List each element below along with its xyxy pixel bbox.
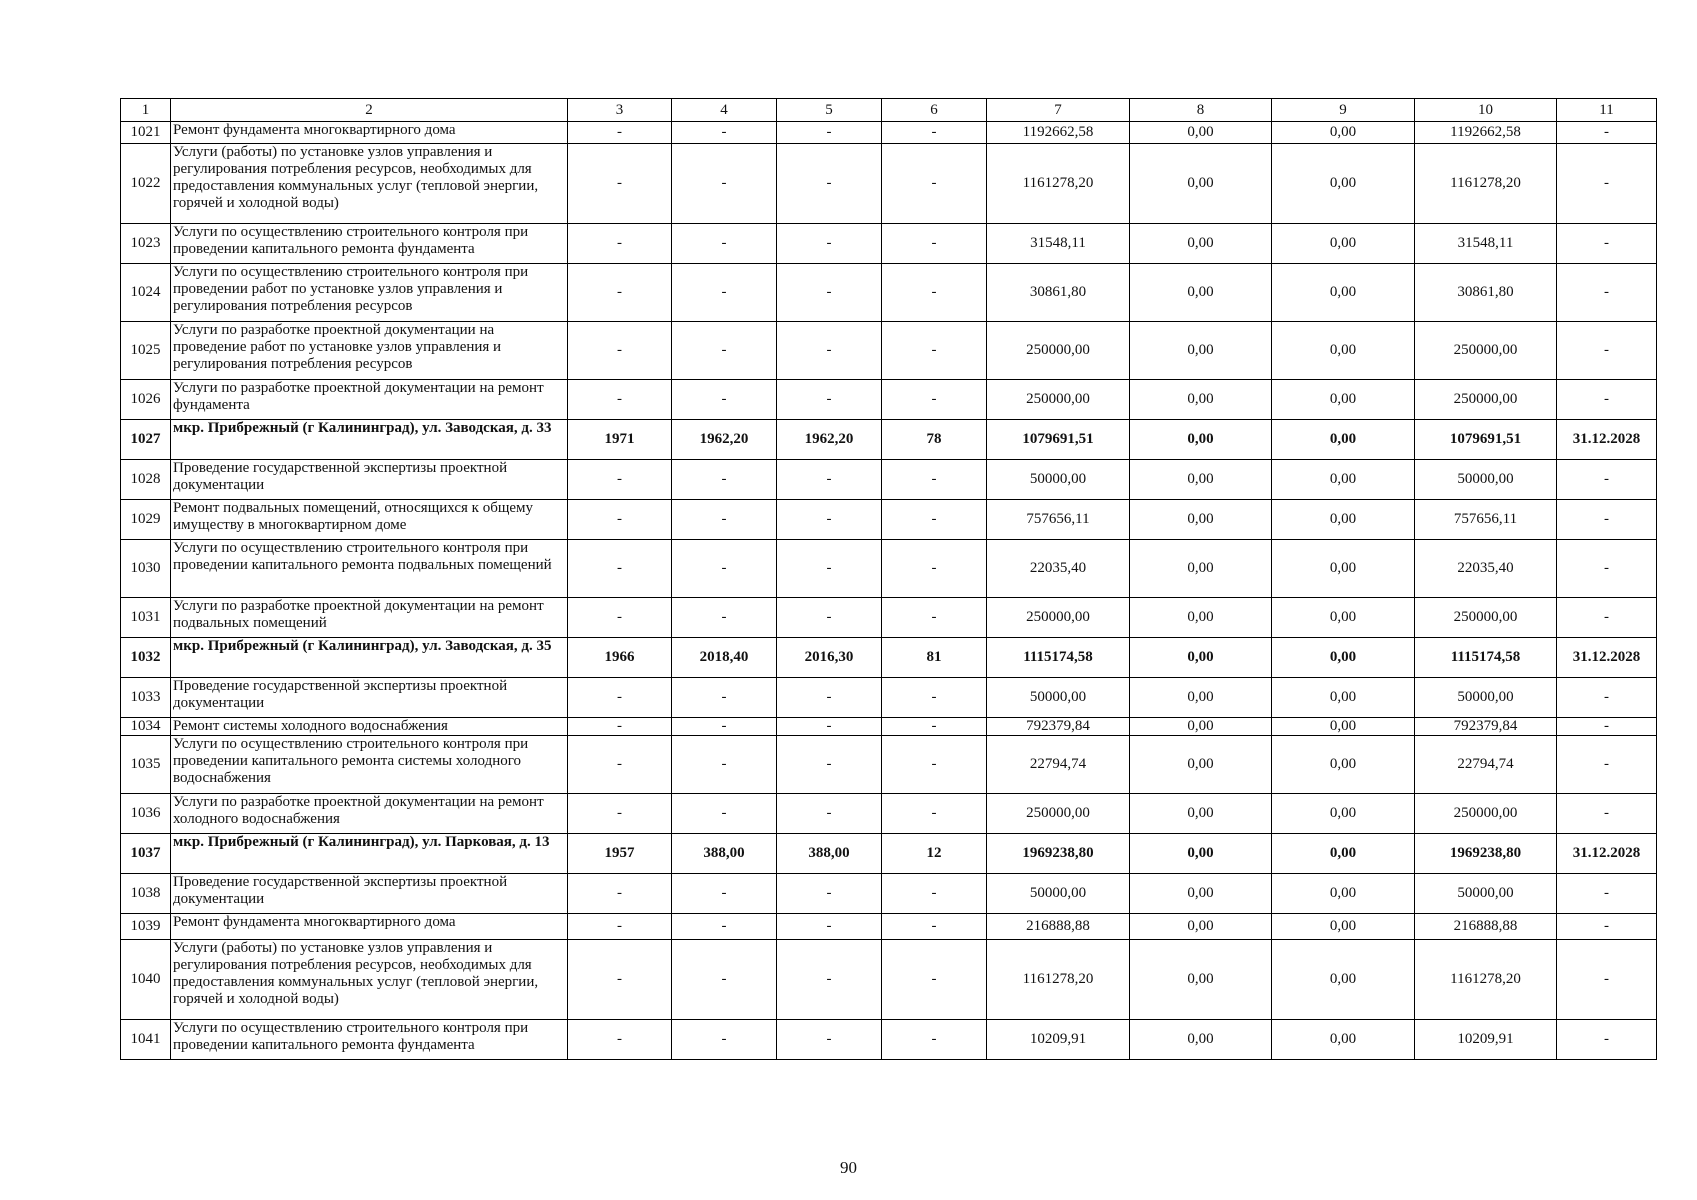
col-8: 0,00 xyxy=(1130,144,1272,224)
col-5: - xyxy=(777,144,882,224)
col-7: 1192662,58 xyxy=(987,122,1130,144)
col-11: - xyxy=(1557,940,1657,1020)
col-6: - xyxy=(882,380,987,420)
col-11: - xyxy=(1557,322,1657,380)
col-5: 388,00 xyxy=(777,834,882,874)
col-5: - xyxy=(777,122,882,144)
col-7: 250000,00 xyxy=(987,380,1130,420)
col-3: - xyxy=(568,794,672,834)
col-10: 31548,11 xyxy=(1415,224,1557,264)
table-row xyxy=(121,874,1657,914)
col-10: 10209,91 xyxy=(1415,1020,1557,1060)
col-4: - xyxy=(672,598,777,638)
col-4: - xyxy=(672,678,777,718)
row-number: 1034 xyxy=(121,718,171,736)
col-10: 50000,00 xyxy=(1415,874,1557,914)
col-9: 0,00 xyxy=(1272,794,1415,834)
col-10: 22794,74 xyxy=(1415,736,1557,794)
column-header: 1 xyxy=(121,99,171,122)
col-3: - xyxy=(568,914,672,940)
col-9: 0,00 xyxy=(1272,224,1415,264)
col-11: - xyxy=(1557,500,1657,540)
col-9: 0,00 xyxy=(1272,322,1415,380)
col-9: 0,00 xyxy=(1272,500,1415,540)
row-number: 1028 xyxy=(121,460,171,500)
page-number: 90 xyxy=(840,1158,857,1177)
col-8: 0,00 xyxy=(1130,834,1272,874)
col-3: - xyxy=(568,144,672,224)
col-4: - xyxy=(672,914,777,940)
col-10: 1161278,20 xyxy=(1415,144,1557,224)
row-number: 1032 xyxy=(121,638,171,678)
work-description: мкр. Прибрежный (г Калининград), ул. Парковая, д. 13 xyxy=(171,834,568,874)
col-4: - xyxy=(672,122,777,144)
col-9: 0,00 xyxy=(1272,718,1415,736)
row-number: 1037 xyxy=(121,834,171,874)
col-5: - xyxy=(777,678,882,718)
col-4: - xyxy=(672,874,777,914)
col-5: - xyxy=(777,940,882,1020)
col-11: - xyxy=(1557,794,1657,834)
table-row xyxy=(121,598,1657,638)
col-7: 250000,00 xyxy=(987,598,1130,638)
col-11: - xyxy=(1557,144,1657,224)
col-8: 0,00 xyxy=(1130,940,1272,1020)
col-5: - xyxy=(777,736,882,794)
col-11: 31.12.2028 xyxy=(1557,638,1657,678)
col-3: - xyxy=(568,460,672,500)
col-7: 1969238,80 xyxy=(987,834,1130,874)
col-10: 250000,00 xyxy=(1415,794,1557,834)
col-9: 0,00 xyxy=(1272,598,1415,638)
col-11: - xyxy=(1557,598,1657,638)
col-6: - xyxy=(882,736,987,794)
col-6: - xyxy=(882,500,987,540)
col-11: - xyxy=(1557,540,1657,598)
col-3: - xyxy=(568,322,672,380)
col-5: - xyxy=(777,718,882,736)
col-5: - xyxy=(777,794,882,834)
col-8: 0,00 xyxy=(1130,264,1272,322)
table-row xyxy=(121,380,1657,420)
row-number: 1030 xyxy=(121,540,171,598)
col-10: 1969238,80 xyxy=(1415,834,1557,874)
col-8: 0,00 xyxy=(1130,678,1272,718)
table-row xyxy=(121,224,1657,264)
col-7: 250000,00 xyxy=(987,322,1130,380)
row-number: 1038 xyxy=(121,874,171,914)
col-10: 50000,00 xyxy=(1415,460,1557,500)
col-10: 250000,00 xyxy=(1415,380,1557,420)
row-number: 1025 xyxy=(121,322,171,380)
column-header: 11 xyxy=(1557,99,1657,122)
col-4: - xyxy=(672,540,777,598)
table-row xyxy=(121,460,1657,500)
col-4: - xyxy=(672,380,777,420)
col-3: - xyxy=(568,122,672,144)
table-row xyxy=(121,794,1657,834)
col-8: 0,00 xyxy=(1130,718,1272,736)
col-3: - xyxy=(568,500,672,540)
col-6: - xyxy=(882,794,987,834)
table-row xyxy=(121,914,1657,940)
col-11: - xyxy=(1557,224,1657,264)
col-11: - xyxy=(1557,874,1657,914)
work-description: Ремонт системы холодного водоснабжения xyxy=(171,718,568,736)
col-6: - xyxy=(882,914,987,940)
table-row xyxy=(121,540,1657,598)
col-11: - xyxy=(1557,736,1657,794)
col-7: 1115174,58 xyxy=(987,638,1130,678)
col-8: 0,00 xyxy=(1130,322,1272,380)
col-9: 0,00 xyxy=(1272,122,1415,144)
table-row xyxy=(121,322,1657,380)
col-5: - xyxy=(777,874,882,914)
work-description: Ремонт фундамента многоквартирного дома xyxy=(171,122,568,144)
row-number: 1026 xyxy=(121,380,171,420)
table-row xyxy=(121,144,1657,224)
table-row xyxy=(121,638,1657,678)
work-description: Услуги (работы) по установке узлов управления и регулирования потребления ресурсов, необходимых для предоставления коммунальных услуг (тепловой энергии, горячей и холодной воды) xyxy=(171,940,568,1020)
col-6: - xyxy=(882,598,987,638)
col-5: - xyxy=(777,1020,882,1060)
row-number: 1023 xyxy=(121,224,171,264)
work-description: Услуги по осуществлению строительного контроля при проведении капитального ремонта подвальных помещений xyxy=(171,540,568,598)
col-9: 0,00 xyxy=(1272,834,1415,874)
col-3: - xyxy=(568,940,672,1020)
col-3: - xyxy=(568,540,672,598)
row-number: 1031 xyxy=(121,598,171,638)
col-9: 0,00 xyxy=(1272,420,1415,460)
col-5: 2016,30 xyxy=(777,638,882,678)
col-3: - xyxy=(568,678,672,718)
col-6: - xyxy=(882,940,987,1020)
col-7: 31548,11 xyxy=(987,224,1130,264)
col-5: - xyxy=(777,598,882,638)
row-number: 1027 xyxy=(121,420,171,460)
col-4: - xyxy=(672,224,777,264)
column-header: 9 xyxy=(1272,99,1415,122)
col-7: 1079691,51 xyxy=(987,420,1130,460)
column-header: 5 xyxy=(777,99,882,122)
col-7: 22035,40 xyxy=(987,540,1130,598)
col-6: - xyxy=(882,322,987,380)
col-5: - xyxy=(777,460,882,500)
col-4: - xyxy=(672,460,777,500)
col-11: - xyxy=(1557,264,1657,322)
col-9: 0,00 xyxy=(1272,1020,1415,1060)
row-number: 1035 xyxy=(121,736,171,794)
table-row xyxy=(121,1020,1657,1060)
work-description: Услуги по разработке проектной документации на ремонт подвальных помещений xyxy=(171,598,568,638)
col-9: 0,00 xyxy=(1272,914,1415,940)
row-number: 1024 xyxy=(121,264,171,322)
col-4: - xyxy=(672,264,777,322)
col-7: 30861,80 xyxy=(987,264,1130,322)
col-3: - xyxy=(568,1020,672,1060)
col-5: - xyxy=(777,322,882,380)
col-6: - xyxy=(882,678,987,718)
col-6: 78 xyxy=(882,420,987,460)
col-4: - xyxy=(672,1020,777,1060)
table-row xyxy=(121,718,1657,736)
col-8: 0,00 xyxy=(1130,874,1272,914)
col-5: 1962,20 xyxy=(777,420,882,460)
col-10: 757656,11 xyxy=(1415,500,1557,540)
col-4: - xyxy=(672,322,777,380)
col-4: - xyxy=(672,940,777,1020)
col-7: 792379,84 xyxy=(987,718,1130,736)
col-10: 216888,88 xyxy=(1415,914,1557,940)
col-3: - xyxy=(568,264,672,322)
table-header-row xyxy=(121,99,1657,122)
col-3: 1971 xyxy=(568,420,672,460)
col-8: 0,00 xyxy=(1130,598,1272,638)
col-8: 0,00 xyxy=(1130,1020,1272,1060)
col-8: 0,00 xyxy=(1130,224,1272,264)
col-7: 22794,74 xyxy=(987,736,1130,794)
column-header: 10 xyxy=(1415,99,1557,122)
col-11: - xyxy=(1557,1020,1657,1060)
work-description: Услуги по осуществлению строительного контроля при проведении капитального ремонта системы холодного водоснабжения xyxy=(171,736,568,794)
col-11: 31.12.2028 xyxy=(1557,420,1657,460)
work-description: Услуги по осуществлению строительного контроля при проведении капитального ремонта фундамента xyxy=(171,1020,568,1060)
col-5: - xyxy=(777,914,882,940)
column-header: 3 xyxy=(568,99,672,122)
table-row xyxy=(121,264,1657,322)
table-row xyxy=(121,500,1657,540)
col-5: - xyxy=(777,540,882,598)
col-8: 0,00 xyxy=(1130,914,1272,940)
work-description: Проведение государственной экспертизы проектной документации xyxy=(171,678,568,718)
table-row xyxy=(121,940,1657,1020)
col-7: 10209,91 xyxy=(987,1020,1130,1060)
work-description: Ремонт фундамента многоквартирного дома xyxy=(171,914,568,940)
col-6: - xyxy=(882,224,987,264)
row-number: 1036 xyxy=(121,794,171,834)
col-9: 0,00 xyxy=(1272,144,1415,224)
col-9: 0,00 xyxy=(1272,460,1415,500)
row-number: 1039 xyxy=(121,914,171,940)
col-5: - xyxy=(777,380,882,420)
col-10: 250000,00 xyxy=(1415,322,1557,380)
row-number: 1021 xyxy=(121,122,171,144)
col-6: - xyxy=(882,1020,987,1060)
col-7: 757656,11 xyxy=(987,500,1130,540)
column-header: 4 xyxy=(672,99,777,122)
col-4: - xyxy=(672,500,777,540)
col-10: 1192662,58 xyxy=(1415,122,1557,144)
work-description: Проведение государственной экспертизы проектной документации xyxy=(171,874,568,914)
table-row xyxy=(121,420,1657,460)
col-8: 0,00 xyxy=(1130,794,1272,834)
col-7: 50000,00 xyxy=(987,460,1130,500)
col-11: 31.12.2028 xyxy=(1557,834,1657,874)
col-4: - xyxy=(672,144,777,224)
col-11: - xyxy=(1557,718,1657,736)
row-number: 1040 xyxy=(121,940,171,1020)
col-10: 792379,84 xyxy=(1415,718,1557,736)
col-7: 250000,00 xyxy=(987,794,1130,834)
col-4: - xyxy=(672,736,777,794)
work-description: Проведение государственной экспертизы проектной документации xyxy=(171,460,568,500)
col-3: - xyxy=(568,874,672,914)
col-3: - xyxy=(568,718,672,736)
col-10: 1079691,51 xyxy=(1415,420,1557,460)
col-9: 0,00 xyxy=(1272,540,1415,598)
work-description: Услуги по осуществлению строительного контроля при проведении капитального ремонта фундамента xyxy=(171,224,568,264)
work-description: Услуги по разработке проектной документации на ремонт фундамента xyxy=(171,380,568,420)
col-6: - xyxy=(882,460,987,500)
work-description: Услуги по осуществлению строительного контроля при проведении работ по установке узлов управления и регулирования потребления ресурсов xyxy=(171,264,568,322)
work-description: Услуги по разработке проектной документации на проведение работ по установке узлов управления и регулирования потребления ресурсов xyxy=(171,322,568,380)
row-number: 1022 xyxy=(121,144,171,224)
col-7: 1161278,20 xyxy=(987,940,1130,1020)
col-6: - xyxy=(882,874,987,914)
col-9: 0,00 xyxy=(1272,638,1415,678)
col-6: - xyxy=(882,718,987,736)
capital-repair-table xyxy=(120,98,1657,1060)
column-header: 8 xyxy=(1130,99,1272,122)
col-8: 0,00 xyxy=(1130,736,1272,794)
row-number: 1029 xyxy=(121,500,171,540)
col-10: 250000,00 xyxy=(1415,598,1557,638)
col-6: 12 xyxy=(882,834,987,874)
col-10: 1161278,20 xyxy=(1415,940,1557,1020)
col-10: 22035,40 xyxy=(1415,540,1557,598)
column-header: 6 xyxy=(882,99,987,122)
col-10: 30861,80 xyxy=(1415,264,1557,322)
col-8: 0,00 xyxy=(1130,500,1272,540)
col-9: 0,00 xyxy=(1272,678,1415,718)
col-6: - xyxy=(882,264,987,322)
col-9: 0,00 xyxy=(1272,380,1415,420)
col-9: 0,00 xyxy=(1272,264,1415,322)
col-7: 50000,00 xyxy=(987,874,1130,914)
col-6: - xyxy=(882,540,987,598)
col-11: - xyxy=(1557,914,1657,940)
col-8: 0,00 xyxy=(1130,460,1272,500)
col-3: 1966 xyxy=(568,638,672,678)
col-3: - xyxy=(568,380,672,420)
col-5: - xyxy=(777,224,882,264)
col-3: - xyxy=(568,736,672,794)
col-5: - xyxy=(777,500,882,540)
col-4: 1962,20 xyxy=(672,420,777,460)
table-row xyxy=(121,736,1657,794)
table-row xyxy=(121,122,1657,144)
col-3: - xyxy=(568,224,672,264)
col-4: 2018,40 xyxy=(672,638,777,678)
col-9: 0,00 xyxy=(1272,874,1415,914)
col-8: 0,00 xyxy=(1130,420,1272,460)
col-8: 0,00 xyxy=(1130,540,1272,598)
col-6: - xyxy=(882,144,987,224)
column-header: 7 xyxy=(987,99,1130,122)
col-6: 81 xyxy=(882,638,987,678)
table-row xyxy=(121,834,1657,874)
col-3: - xyxy=(568,598,672,638)
col-3: 1957 xyxy=(568,834,672,874)
col-10: 1115174,58 xyxy=(1415,638,1557,678)
work-description: Услуги (работы) по установке узлов управления и регулирования потребления ресурсов, необходимых для предоставления коммунальных услуг (тепловой энергии, горячей и холодной воды) xyxy=(171,144,568,224)
table-row xyxy=(121,678,1657,718)
col-11: - xyxy=(1557,122,1657,144)
col-9: 0,00 xyxy=(1272,736,1415,794)
col-8: 0,00 xyxy=(1130,122,1272,144)
work-description: Ремонт подвальных помещений, относящихся к общему имуществу в многоквартирном доме xyxy=(171,500,568,540)
col-8: 0,00 xyxy=(1130,380,1272,420)
col-10: 50000,00 xyxy=(1415,678,1557,718)
col-5: - xyxy=(777,264,882,322)
col-7: 50000,00 xyxy=(987,678,1130,718)
work-description: Услуги по разработке проектной документации на ремонт холодного водоснабжения xyxy=(171,794,568,834)
col-7: 1161278,20 xyxy=(987,144,1130,224)
col-11: - xyxy=(1557,678,1657,718)
col-4: 388,00 xyxy=(672,834,777,874)
col-4: - xyxy=(672,718,777,736)
work-description: мкр. Прибрежный (г Калининград), ул. Заводская, д. 35 xyxy=(171,638,568,678)
col-9: 0,00 xyxy=(1272,940,1415,1020)
col-8: 0,00 xyxy=(1130,638,1272,678)
col-11: - xyxy=(1557,460,1657,500)
col-11: - xyxy=(1557,380,1657,420)
row-number: 1033 xyxy=(121,678,171,718)
col-7: 216888,88 xyxy=(987,914,1130,940)
col-4: - xyxy=(672,794,777,834)
work-description: мкр. Прибрежный (г Калининград), ул. Заводская, д. 33 xyxy=(171,420,568,460)
row-number: 1041 xyxy=(121,1020,171,1060)
column-header: 2 xyxy=(171,99,568,122)
col-6: - xyxy=(882,122,987,144)
